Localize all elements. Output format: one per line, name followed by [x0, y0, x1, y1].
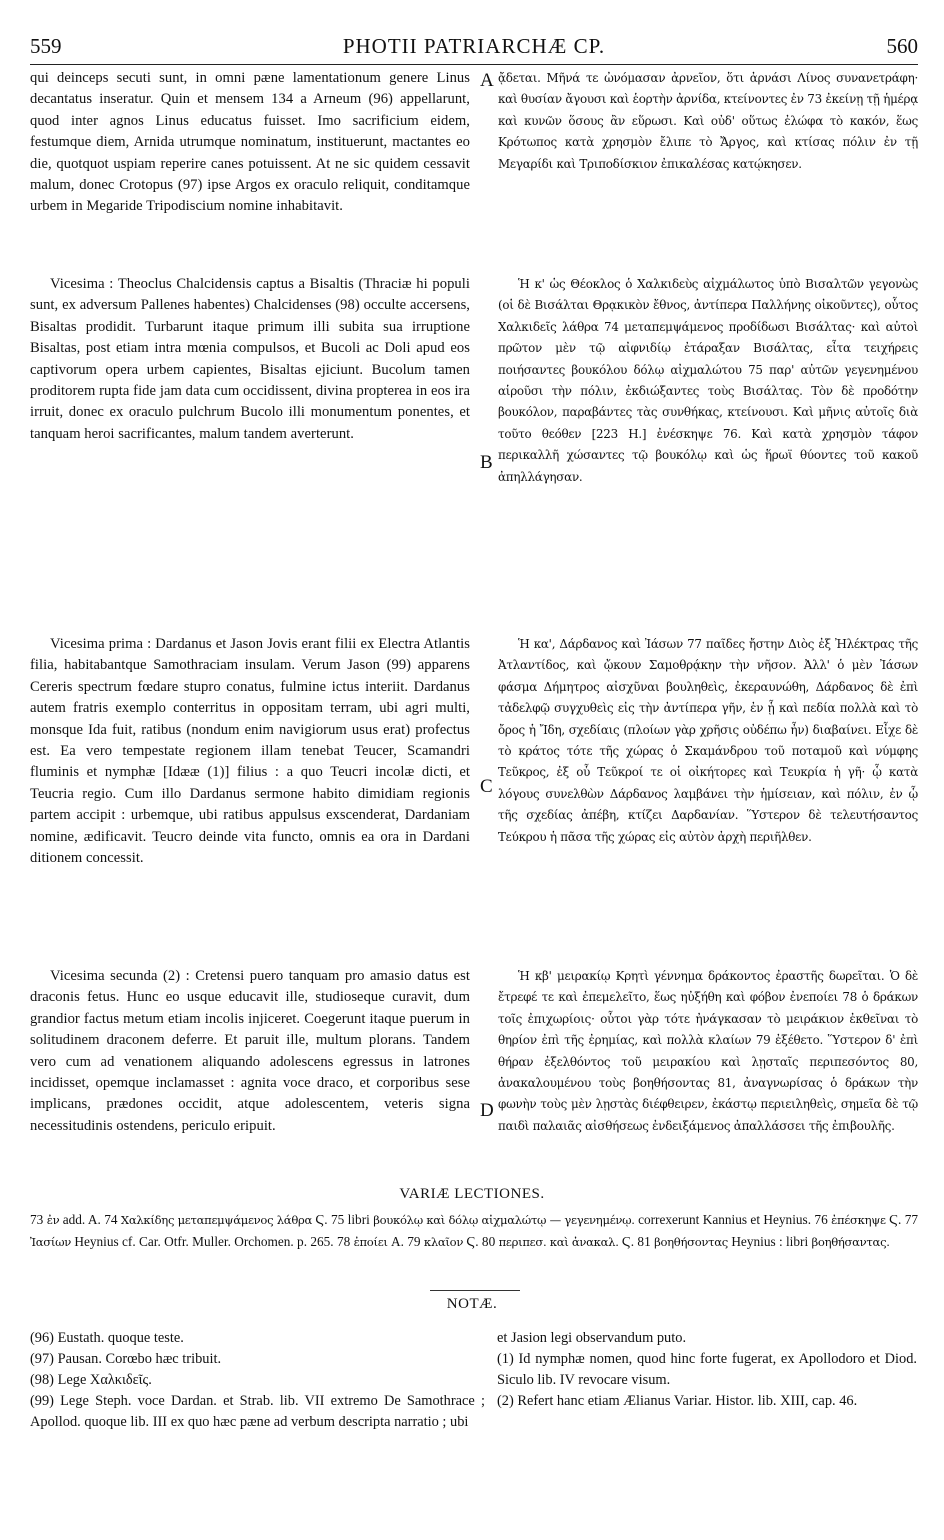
latin-paragraph: Vicesima secunda (2) : Cretensi puero tanquam pro amasio datus est draconis fetus. Hunc eo usque educavit ille, studioseque curavit, dum grandior factus metum etiam incolis injiceret. Coegerunt itaque puerum in solitudinem draconem deferre. Et paruit ille, multum plorans. Tandem vero cum ad venationem aliquando adolescens egressus in latrones incidisset, opemque inclamasset : agnita voce draco, et corporibus sese implicans, prædones occidit, atque adolescentem, veteris signa necessitudinis ostendens, periculo eripuit. [30, 968, 470, 1134]
note: (2) Refert hanc etiam Ælianus Variar. Histor. lib. XIII, cap. 46. [497, 1393, 858, 1409]
running-title: PHOTII PATRIARCHÆ CP. [342, 34, 606, 58]
note: et Jasion legi observandum puto. [497, 1330, 687, 1346]
section-row [30, 68, 918, 258]
latin-reading: Heynius cf. Car. Otfr. Muller. Orchomen. p. 265. 78 [71, 1234, 354, 1249]
latin-paragraph: Vicesima : Theoclus Chalcidensis captus a Bisaltis (Thraciæ hi populi sunt, ex adversum Pallenes habentes) Chalcidenses (98) occulte accersens, Bisaltas prodidit. Turbarunt itaque primum illi subita sua irruptione Bisaltas, post etiam intra mœnia compulsos, et Bucoli ac Doli apud eos captivorum opera urbem capientes, Bisaltas ejiciunt. Bucolum tamen proditorem rupta fide jam data cum occidissent, divina propterea in eos ira irruit, donec ex oraculo pulchrum Bucolo illi monumentum ponentes, et tanquam heroi sacrificantes, malum tandem averterunt. [30, 276, 470, 442]
note: (99) Lege Steph. voce Dardan. et Strab. lib. VII extremo De Samothrace ; Apollod. quoque lib. III ex quo hæc pæne ad verbum descripta narratio ; ubi [30, 1393, 485, 1430]
section-row [30, 274, 918, 614]
latin-reading: Heynius : libri [728, 1234, 812, 1249]
note: (98) Lege Χαλκιδεῖς. [30, 1372, 152, 1388]
greek-paragraph: Ἡ κβ' μειρακίῳ Κρητὶ γέννημα δράκοντος ἐραστῆς δωρεῖται. Ὁ δὲ ἔτρεφέ τε καὶ ἐπεμελεῖτο, ἕως ηὐξήθη καὶ φόβον ἐνεποίει 78 ὁ δράκων τοῖς ἐπιχωρίοις· οὗτοι γὰρ τότε ἠνάγκασαν τὸ μειράκιον ἐκθεῖναι τὸ θηρίον ἐπὶ τῆς ἐρημίας, καὶ πολλὰ κλαίων 79 ἐξέθετο. Ὕστερον δ' ἐπὶ θήραν ἐξελθόντος τοῦ μειρακίου καὶ λῃσταῖς περιπεσόντος 80, ἀνακαλουμένου τοὺς βοηθήσοντας 81, ἀναγνωρίσας ὁ δράκων τὴν φωνὴν τοὺς μὲν λῃστὰς διέφθειρεν, ἐκάστῳ περιειληθεὶς, σημεῖα δὲ τῷ παιδὶ παλαιᾶς αἰσθήσεως ἐνδειξάμενος ἀπαλλάσσει τῆς ἐπιβουλῆς. [498, 969, 918, 1133]
latin-paragraph: qui deinceps secuti sunt, in omni pæne lamentationum genere Linus decantatus inseratur. Quin et mensem 134 a Arneum (96) appellarunt, quod inter agnos Linus educatus fuisset. Imo sacrificium eidem, festumque diem, Arnida utrumque nominatum, instituerunt, mactantes eo die, quotquot uspiam reperire canes potuissent. At ne sic quidem cessavit malum, donec Crotopus (97) ipse Argos ex oraculo reliquit, conditamque urbem in Megaride Tripodiscium nomine inhabitavit. [30, 70, 470, 215]
divider [430, 1290, 520, 1291]
greek-reading: κλαῖον [423, 1235, 464, 1249]
variae-lectiones [30, 1209, 918, 1253]
latin-reading: A. 79 [387, 1234, 424, 1249]
greek-reading: ἐπέσκηψε [831, 1213, 886, 1227]
right-page-number: 560 [886, 34, 918, 58]
greek-paragraph: Ἡ κα', Δάρδανος καὶ Ἰάσων 77 παῖδες ἤστην Διὸς ἐξ Ἠλέκτρας τῆς Ἀτλαντίδος, καὶ ᾤκουν Σαμοθρᾴκην τὴν νῆσον. Ἀλλ' ὁ μὲν Ἰάσων φάσμα Δήμητρος αἰσχῦναι βουληθεὶς, ἐκεραυνώθη, Δάρδανος δὲ ἐπὶ τἀδελφῷ συγχυθεὶς εἰς τὴν ἀντίπερα γῆν, ἐν ᾗ καὶ πεδία πολλὰ καὶ τὸ ὄρος ἡ Ἴδη, σχεδίαις (πλοίων γὰρ χρῆσις οὐδέπω ἦν) διαβαίνει. Εἶχε δὲ τὸ κράτος τότε τῆς χώρας ὁ Σκαμάνδρου τοῦ ποταμοῦ καὶ νύμφης Τεῦκρος, ἐξ οὗ Τεῦκροί τε οἱ οἰκήτορες καὶ Τευκρία ἡ γῆ· ᾧ κατὰ λόγους συνελθὼν Δάρδανος λαμβάνει τὴν ἡμίσειαν, καὶ πόλιν, ἐν ᾧ τῆς σχεδίας ἀπέβη, κτίζει Δαρδανίαν. Ὕστερον δὲ τελευτήσαντος Τεύκρου ἡ πᾶσα τῆς χώρας εἰς αὐτὸν ἀρχὴ περιῆλθεν. [498, 637, 918, 844]
greek-paragraph: Ἡ κ' ὡς Θέοκλος ὁ Χαλκιδεὺς αἰχμάλωτος ὑπὸ Βισαλτῶν γεγονὼς (οἱ δὲ Βισάλται Θρᾳκικὸν ἔθνος, ἀντίπερα Παλλήνης οἰκοῦντες), οὗτος Χαλκιδεῖς λάθρα 74 μεταπεμψάμενος προδίδωσι Βισάλτας· καὶ αὐτοὶ πρῶτον μὲν τῷ αἰφνιδίῳ ἐτάραξαν Βισάλτας, εἶτα τειχήρεις ποιήσαντες βουκόλου δόλῳ αἰχμαλώτου 75 παρ' αὐτῶν γεγενημένου αἱροῦσι τὴν πόλιν, ἐκδιώξαντες τοὺς Βισάλτας. Τὸν δὲ προδότην βουκόλον, παραβάντες τὰς συνθήκας, κτείνουσι. Καὶ μῆνις αὐτοῖς διὰ τοῦτο θεόθεν [223 H.] ἐνέσκηψε 76. Καὶ κατὰ χρησμὸν τάφον περικαλλῆ χώσαντες τῷ βουκόλῳ καὶ ὡς ἥρωϊ θύοντες τοῦ κακοῦ ἀπηλλάγησαν. [498, 277, 918, 484]
greek-reading: Ἰασίων [30, 1235, 72, 1249]
margin-mark-d: D [480, 1100, 494, 1121]
left-page-number: 559 [30, 34, 62, 58]
latin-reading: Ϛ. 77 [885, 1212, 918, 1227]
note: (97) Pausan. Corœbo hæc tribuit. [30, 1351, 222, 1367]
greek-reading: βοηθήσαντας. [811, 1235, 890, 1249]
margin-mark-a: A [480, 70, 494, 91]
latin-reading: Ϛ. 75 libri [312, 1212, 374, 1227]
note: (96) Eustath. quoque teste. [30, 1330, 184, 1346]
latin-reading: 73 [30, 1212, 47, 1227]
section-row [30, 634, 918, 934]
notae-heading: NOTÆ. [446, 1296, 498, 1312]
greek-paragraph: ᾄδεται. Μῆνά τε ὠνόμασαν ἀρνεῖον, ὅτι ἀρνάσι Λίνος συνανετράφη· καὶ θυσίαν ἄγουσι καὶ ἑορτὴν ἀρνίδα, κτείνοντες ἐν 73 ἐκείνῃ τῇ ἡμέρᾳ καὶ κυνῶν ὅσους ἂν εὕρωσι. Καὶ οὐδ' οὕτως ἐλώφα τὸ κακόν, ἕως Κρότωπος κατὰ χρησμὸν ἔλιπε τὸ Ἄργος, καὶ κτίσας πόλιν ἐν τῇ Μεγαρίδι καὶ Τριποδίσκιον ἐπικαλέσας κατῴκησεν. [498, 71, 918, 171]
latin-paragraph: Vicesima prima : Dardanus et Jason Jovis erant filii ex Electra Atlantis filia, habitabantque Samothraciam insulam. Verum Jason (99) apparens Cereris spectrum fœdare stupro conatus, fulmine ictus interiit. Dardanus autem fratris exemplo conterritus in oppositam terram, ubi agri multi, monsque Ida fuit, ratibus (nondum enim navigiorum usus erat) profectus est. Ea vero tempestate regionem illam tenebat Teucer, Scamandri fluminis et nymphæ [Idææ (1)] filius : a quo Teucri incolæ dicti, et Teucria regio. Cum illo Dardanus sermone habito dimidiam regionis partem accipit : urbemque, ubi ratibus appulsus exscenderat, Dardaniam nomine, ædificavit. Teucro deinde vita functo, omnis ea ora in Dardani ditionem concessit. [30, 636, 470, 867]
greek-reading: βοηθήσοντας [654, 1235, 728, 1249]
notes-left-column [30, 1328, 485, 1433]
text-body [30, 68, 918, 1134]
running-header [30, 28, 918, 65]
latin-reading: Ϛ. 81 [618, 1234, 655, 1249]
greek-reading: ἐν [46, 1213, 60, 1227]
margin-mark-c: C [480, 776, 493, 797]
greek-reading: ἐποίει [353, 1235, 388, 1249]
section-row [30, 966, 918, 1246]
margin-mark-b: B [480, 452, 493, 473]
greek-reading: περιπεσ. καὶ ἀνακαλ. [498, 1235, 619, 1249]
latin-reading: correxerunt Kannius et Heynius. 76 [634, 1212, 832, 1227]
greek-reading: βουκόλῳ καὶ δόλῳ αἰχμαλώτῳ — γεγενημένῳ. [373, 1213, 635, 1227]
latin-reading: Ϛ. 80 [463, 1234, 499, 1249]
notes-right-column [497, 1328, 917, 1412]
note: (1) Id nymphæ nomen, quod hinc forte fugerat, ex Apollodoro et Diod. Siculo lib. IV revocare visum. [497, 1351, 917, 1388]
variae-lectiones-heading: VARIÆ LECTIONES. [399, 1186, 545, 1202]
greek-reading: Χαλκίδης μεταπεμψάμενος λάθρα [120, 1213, 313, 1227]
latin-reading: add. A. 74 [59, 1212, 121, 1227]
